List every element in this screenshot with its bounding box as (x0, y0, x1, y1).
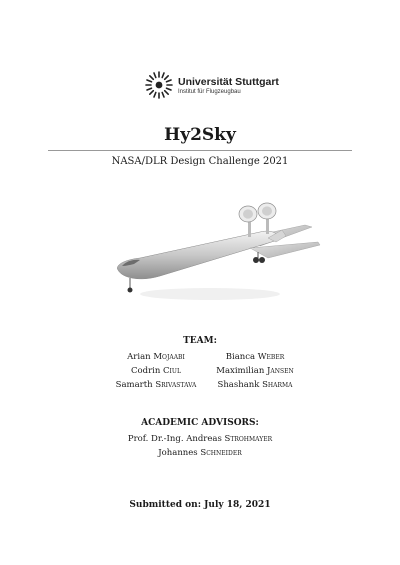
advisor: Johannes Schneider (158, 448, 242, 458)
team-member: Maximilian Jansen (216, 366, 294, 376)
aircraft-render-image (100, 200, 330, 310)
document-subtitle: NASA/DLR Design Challenge 2021 (111, 156, 289, 167)
team-row (0, 352, 400, 366)
team-heading: TEAM: (183, 336, 217, 346)
team-row (0, 380, 400, 394)
team-member: Bianca Weber (225, 352, 285, 362)
title-divider (48, 150, 352, 151)
advisors-heading: ACADEMIC ADVISORS: (141, 418, 259, 428)
university-name: Universität Stuttgart (178, 76, 279, 88)
document-title: Hy2Sky (164, 125, 236, 145)
team-row (0, 366, 400, 380)
team-member: Samarth Srivastava (115, 380, 197, 390)
team-member: Arian Mojaabi (127, 352, 185, 362)
university-emblem-icon (144, 70, 174, 100)
advisor: Prof. Dr.-Ing. Andreas Strohmayer (127, 434, 273, 444)
team-member: Shashank Sharma (217, 380, 293, 390)
submission-date: Submitted on: July 18, 2021 (129, 500, 271, 510)
team-member-list (0, 352, 400, 394)
university-logo (144, 70, 294, 100)
institute-name: Institut für Flugzeugbau (178, 89, 241, 95)
advisor-list (0, 434, 400, 462)
team-member: Codrin Ciul (131, 366, 181, 376)
